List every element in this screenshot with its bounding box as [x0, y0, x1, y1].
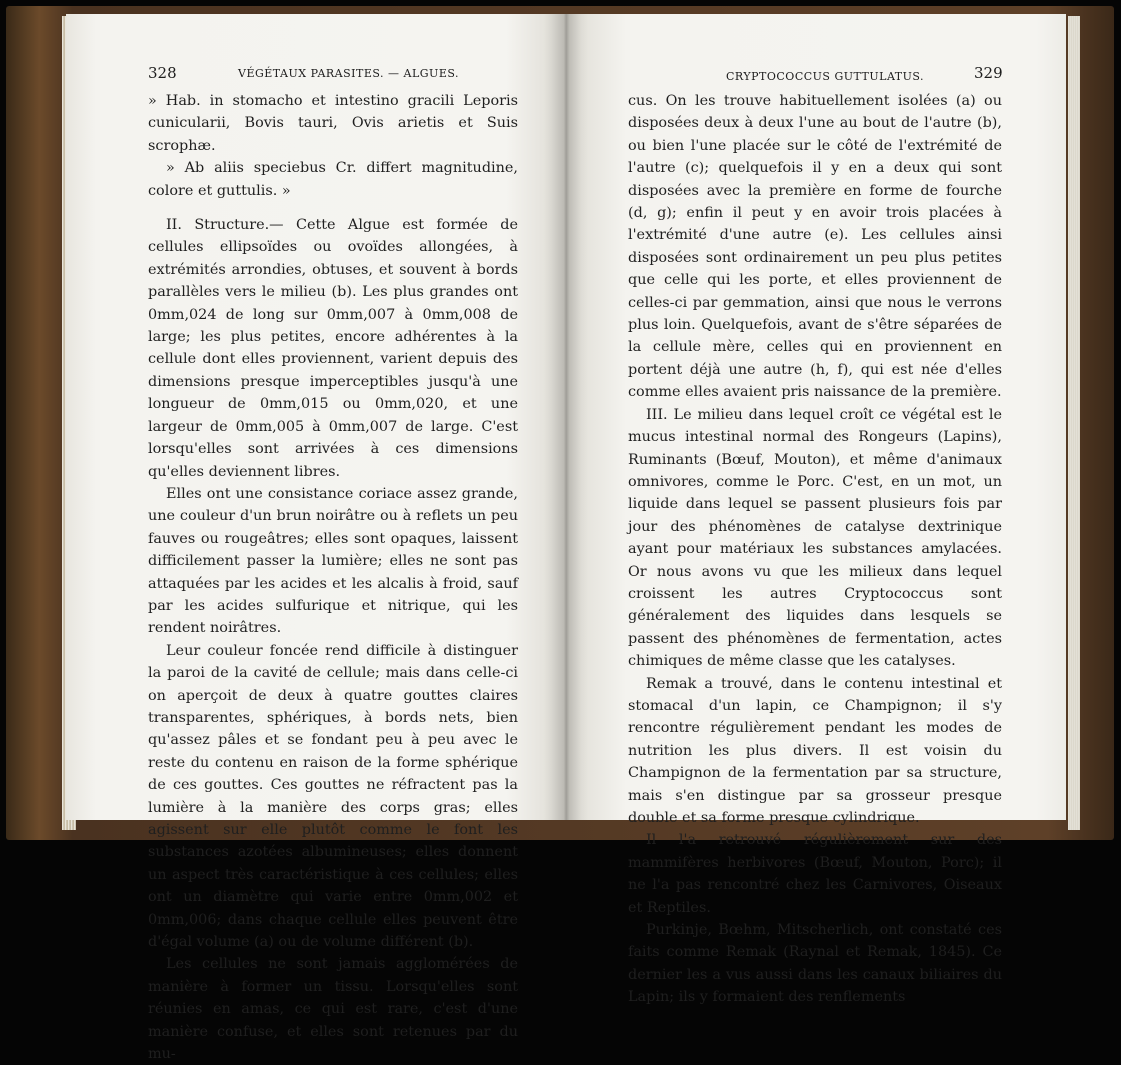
paragraph: » Hab. in stomacho et intestino gracili Leporis cunicularii, Bovis tauri, Ovis arietis et Suis scrophæ.	[148, 93, 518, 154]
paragraph: Purkinje, Bœhm, Mitscherlich, ont constaté ces faits comme Remak (Raynal et Remak, 1845). Ce dernier les a vus aussi dans les canaux biliaires du Lapin; ils y formaient des renflements	[628, 922, 1002, 1006]
page-number: 328	[148, 64, 177, 82]
paragraph: Remak a trouvé, dans le contenu intestinal et stomacal d'un lapin, ce Champignon; il s'y rencontre régulièrement pendant les modes de nutrition les plus divers. Il est voisin du Champignon de la fermentation par sa structure, mais s'en distingue par sa grosseur presque double et sa forme presque cylindrique.	[628, 675, 1002, 826]
paragraph: » Ab aliis speciebus Cr. differt magnitudine, colore et guttulis. »	[148, 160, 518, 199]
paragraph: Il l'a retrouvé régulièrement sur des mammifères herbivores (Bœuf, Mouton, Porc); il ne l'a pas rencontré chez les Carnivores, Oiseaux et Reptiles.	[628, 832, 1002, 916]
right-page	[566, 14, 1066, 1006]
running-head: VÉGÉTAUX PARASITES. — ALGUES.	[238, 67, 459, 80]
right-page-text	[628, 90, 1002, 1009]
paragraph: Leur couleur foncée rend difficile à distinguer la paroi de la cavité de cellule; mais dans celle-ci on aperçoit de deux à quatre gouttes claires transparentes, sphériques, à bords nets, bien qu'assez pâles et se fondant peu à peu avec le reste du contenu en raison de la forme sphérique de ces gouttes. Ces gouttes ne réfractent pas la lumière à la manière des corps gras; elles agissent sur elle plutôt comme le font les substances azotées albumineuses; elles donnent un aspect très caractéristique à ces cellules; elles ont un diamètre qui varie entre 0mm,002 et 0mm,006; dans chaque cellule elles peuvent être d'égal volume (a) ou de volume différent (b).	[148, 642, 518, 951]
paragraph: cus. On les trouve habituellement isolées (a) ou disposées deux à deux l'une au bout de l'autre (b), ou bien l'une placée sur le côté de l'extrémité de l'autre (c); quelquefois il y en a deux qui sont disposées avec la première en forme de fourche (d, g); enfin il peut y en avoir trois placées à l'extrémité d'une autre (e). Les cellules ainsi disposées sont ordinairement un peu plus petites que celle qui les porte, et elles proviennent de celles-ci par gemmation, ainsi que nous le verrons plus loin. Quelquefois, avant de s'être séparées de la cellule mère, celles qui en proviennent en portent déjà une autre (h, f), qui est née d'elles comme elles avaient pris naissance de la première.	[628, 93, 1002, 401]
left-page-text	[148, 90, 518, 1065]
paragraph: III. Le milieu dans lequel croît ce végétal est le mucus intestinal normal des Rongeurs (Lapins), Ruminants (Bœuf, Mouton), et même d'animaux omnivores, comme le Porc. C'est, en un mot, un liquide dans lequel se passent plusieurs fois par jour des phénomènes de catalyse dextrinique ayant pour matériaux les substances amylacées. Or nous avons vu que les milieux dans lequel croissent les autres Cryptococcus sont généralement des liquides dans lesquels se passent des phénomènes de fermentation, actes chimiques de même classe que les catalyses.	[628, 406, 1002, 670]
page-edges-right	[1068, 16, 1080, 830]
page-number: 329	[974, 64, 1003, 82]
left-page	[66, 14, 566, 1063]
paragraph: Les cellules ne sont jamais agglomérées de manière à former un tissu. Lorsqu'elles sont réunies en amas, ce qui est rare, c'est d'une manière confuse, et elles sont retenues par du mu-	[148, 956, 518, 1063]
paragraph: II. Structure.— Cette Algue est formée de cellules ellipsoïdes ou ovoïdes allongées, à extrémités arrondies, obtuses, et souvent à bords parallèles vers le milieu (b). Les plus grandes ont 0mm,024 de long sur 0mm,007 à 0mm,008 de large; les plus petites, encore adhérentes à la cellule dont elles proviennent, varient depuis des dimensions presque imperceptibles jusqu'à une longueur de 0mm,015 ou 0mm,020, et une largeur de 0mm,005 à 0mm,007 de large. C'est lorsqu'elles sont arrivées à ces dimensions qu'elles deviennent libres.	[148, 217, 518, 480]
paragraph: Elles ont une consistance coriace assez grande, une couleur d'un brun noirâtre ou à reflets un peu fauves ou rougeâtres; elles sont opaques, laissent difficilement passer la lumière; elles ne sont pas attaquées par les acides et les alcalis à froid, sauf par les acides sulfurique et nitrique, qui les rendent noirâtres.	[148, 485, 518, 637]
running-head: CRYPTOCOCCUS GUTTULATUS.	[726, 70, 925, 83]
